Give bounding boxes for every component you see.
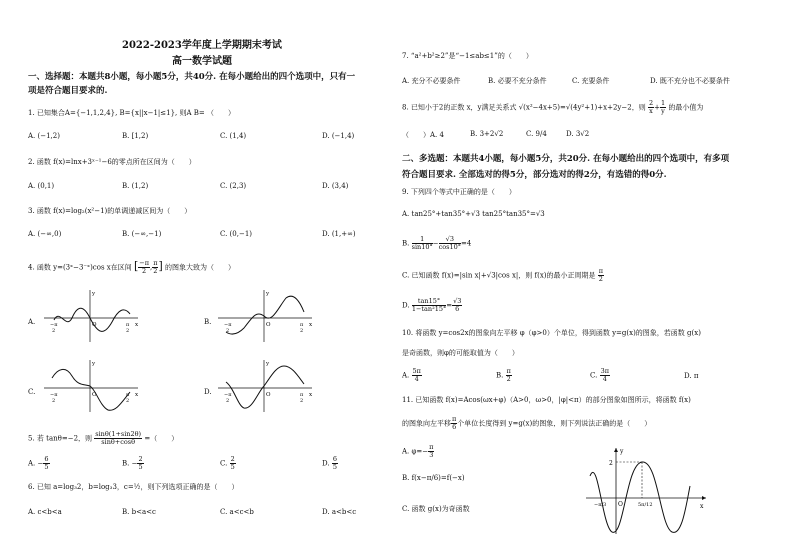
q4-graph-d xyxy=(214,358,314,414)
q11-x-label: x xyxy=(700,503,704,510)
q4-option-d[interactable]: D. xyxy=(204,388,212,396)
q8-stem-b: 的最小值为 xyxy=(668,103,704,112)
q10-a-letter: A. xyxy=(402,371,410,380)
q11-option-c[interactable]: C. 函数 g(x)为奇函数 xyxy=(402,505,470,513)
section-single-heading-2: 项是符合题目要求的. xyxy=(28,86,108,96)
q11-a-text: A. φ=− xyxy=(402,447,429,456)
q5-option-c[interactable] xyxy=(220,456,236,471)
q5-option-b[interactable] xyxy=(122,456,144,471)
q11-a-num: π xyxy=(429,443,434,451)
q10-d-text: π xyxy=(693,372,699,380)
q11-peak-label: 2 xyxy=(609,460,613,467)
q10-option-c[interactable] xyxy=(590,368,610,383)
q4-tick-neg: −π xyxy=(224,322,232,328)
q8-stem-a: 8. 已知小于2的正数 x，y满足关系式 √(x²−4x+5)=√(4y²+1)+x+2y−2，则 xyxy=(402,103,646,112)
q8-option-b[interactable]: B. 3+2√2 xyxy=(470,130,504,138)
exam-title: 2022-2023学年度上学期期末考试 xyxy=(122,40,282,51)
q4-stem-a: 4. 函数 y=(3ˣ−3⁻ˣ)cos x在区间 xyxy=(28,263,132,272)
q10-d-letter: D. xyxy=(684,372,692,380)
q3-option-c[interactable]: C. (0,−1) xyxy=(220,230,253,238)
q9-b-letter: B. xyxy=(402,239,410,248)
q10-a-den: 4 xyxy=(414,375,419,383)
q4-interval-den-2: 2 xyxy=(153,267,158,275)
q2-option-a[interactable]: A. (0,1) xyxy=(28,182,55,190)
q4-graph-c xyxy=(40,358,140,414)
q10-b-num: π xyxy=(506,367,511,375)
q10-option-b[interactable] xyxy=(496,368,512,383)
q6-option-b[interactable]: B. b<a<c xyxy=(122,508,156,516)
q9-option-d[interactable]: D. $\frac{\tan 15^\circ}{\text{1−tan²15°}}$ = $\frac{√3}{6}$ xyxy=(402,297,462,313)
q1-option-c[interactable]: C. (1,4) xyxy=(220,132,247,140)
q2-option-c[interactable]: C. (2,3) xyxy=(220,182,247,190)
q3-stem: 3. 函数 f(x)=log₂(x²−1)的单调递减区间为（ ） xyxy=(28,207,192,215)
q9-d-n1: tan15° xyxy=(412,298,446,306)
q9-b-d2: cos10° xyxy=(438,243,462,251)
q9-c-text: C. 已知函数 f(x)=|sin x|+√3|cos x|，则 f(x)的最小正周期是 xyxy=(402,271,596,280)
q7-option-b[interactable]: B. 必要不充分条件 xyxy=(488,77,547,85)
q8-stem: 8. 已知小于2的正数 x，y满足关系式 √(x²−4x+5)=√(4y²+1)+x+2y−2，则 $\frac{2}{x}$ + $\frac{1}{y}$ 的最小值为 xyxy=(402,99,704,115)
q10-c-den: 4 xyxy=(602,375,607,383)
q8-f2-num: 1 xyxy=(660,99,666,107)
q4-origin-label: O xyxy=(266,322,271,328)
q10-option-a[interactable] xyxy=(402,368,422,383)
q9-d-n2: √3 xyxy=(453,297,462,305)
q4-interval-left: −π xyxy=(139,259,149,267)
q4-interval-den-1: 2 xyxy=(142,267,147,275)
q4-curve xyxy=(52,369,130,410)
q9-d-letter: D. xyxy=(402,301,410,310)
q9-d-d1: 1−tan²15° xyxy=(411,305,447,313)
q11-shift-num: π xyxy=(452,415,457,423)
q5-den: sinθ+cosθ xyxy=(101,438,136,446)
q9-d-d2: 6 xyxy=(455,305,460,313)
q5-c-letter: C. xyxy=(220,459,228,468)
q8-option-c[interactable]: C. 9/4 xyxy=(526,130,547,138)
q11-stem-1: 11. 已知函数 f(x)=Acos(ωx+φ)（A>0，ω>0，|φ|<π）的部分图象如图所示，将函数 f(x) xyxy=(402,396,691,404)
q6-stem: 6. 已知 a=log₃2，b=log₃3，c=½，则下列选项正确的是（ ） xyxy=(28,483,239,491)
q10-stem-2: 是奇函数，则φ的可能取值为（ ） xyxy=(402,349,519,357)
q7-option-d[interactable]: D. 既不充分也不必要条件 xyxy=(650,77,730,85)
q10-b-den: 2 xyxy=(506,375,511,383)
q10-b-letter: B. xyxy=(496,371,504,380)
q4-tick-neg: −π xyxy=(50,392,58,398)
q9-option-b[interactable]: B. $\frac{1}{\sin 10^\circ}$ − $\frac{√3}{\cos 10^\circ}$ =4 xyxy=(402,235,472,251)
q9-b-rest: =4 xyxy=(461,239,472,248)
q2-stem: 2. 函数 f(x)=lnx+3ˣ⁻¹−6的零点所在区间为（ ） xyxy=(28,158,196,166)
section-multi-heading-2: 符合题目要求. 全部选对的得5分，部分选对的得2分，有选错的得0分. xyxy=(402,170,667,180)
q9-b-d1: sin10° xyxy=(411,243,433,251)
q4-graph-a xyxy=(40,288,140,344)
q9-stem: 9. 下列四个等式中正确的是（ ） xyxy=(402,188,516,196)
q4-y-label: y xyxy=(92,291,96,297)
q4-option-c[interactable]: C. xyxy=(28,388,36,396)
q11-y-label: y xyxy=(620,448,624,455)
q4-stem: 4. 函数 y=(3ˣ−3⁻ˣ)cos x在区间 [ $\frac{-\pi}{2}$ , $\frac{\pi}{2}$ ] 的图象大致为（ ） xyxy=(28,259,236,275)
q11-stem-2a: 的图象向左平移 xyxy=(402,419,451,428)
q1-option-b[interactable]: B. [1,2) xyxy=(122,132,149,140)
q4-tick-neg-den: 2 xyxy=(226,398,230,404)
q4-tick-pos-den: 2 xyxy=(300,398,304,404)
q4-tick-pos: π xyxy=(126,322,130,328)
q7-option-a[interactable]: A. 充分不必要条件 xyxy=(402,77,461,85)
q5-option-a[interactable] xyxy=(28,456,50,471)
q4-tick-pos: π xyxy=(300,392,304,398)
section-single-heading-1: 一、选择题：本题共8小题，每小题5分，共40分. 在每小题给出的四个选项中，只有一 xyxy=(28,72,356,82)
q1-option-a[interactable]: A. (−1,2) xyxy=(28,132,60,140)
q9-option-c[interactable] xyxy=(402,268,604,283)
q4-tick-neg: −π xyxy=(224,392,232,398)
q4-tick-pos-den: 2 xyxy=(126,328,130,334)
q4-y-label: y xyxy=(266,291,270,297)
q4-tick-pos: π xyxy=(300,322,304,328)
q6-option-c[interactable]: C. a<c<b xyxy=(220,508,254,516)
q4-tick-pos: π xyxy=(126,392,130,398)
q4-origin-label: O xyxy=(92,392,97,398)
q4-x-label: x xyxy=(309,392,313,398)
q5-a-num: 6 xyxy=(44,455,49,463)
q8-option-d[interactable]: D. 3√2 xyxy=(566,130,590,138)
q9-c-den: 2 xyxy=(598,275,603,283)
q4-origin-label: O xyxy=(266,392,271,398)
q5-stem-a: 5. 若 tanθ=−2，则 xyxy=(28,434,93,443)
q4-x-label: x xyxy=(135,392,139,398)
q8-f2-den: y xyxy=(661,107,665,115)
section-multi-heading-1: 二、多选题：本题共4小题，每小题5分，共20分. 在每小题给出的四个选项中，有多项 xyxy=(402,154,730,164)
q11-stem-2 xyxy=(402,416,651,431)
q4-option-a[interactable]: A. xyxy=(28,318,36,326)
q8-f1-den: x xyxy=(649,107,653,115)
q5-a-sign: − xyxy=(37,459,44,468)
q11-x-arrow xyxy=(702,496,706,500)
q3-option-d[interactable]: D. (1,+∞) xyxy=(322,230,356,238)
q4-x-label: x xyxy=(135,322,139,328)
q11-tick-left: −π/3 xyxy=(594,502,607,508)
q11-shift-den: 6 xyxy=(452,423,457,431)
q11-y-arrow xyxy=(614,448,618,452)
q4-interval-right: π xyxy=(153,259,158,267)
q3-option-a[interactable]: A. (−∞,0) xyxy=(28,230,62,238)
q11-option-a[interactable] xyxy=(402,444,434,459)
q9-b-n2: √3 xyxy=(439,236,461,244)
q5-b-den: 5 xyxy=(138,463,143,471)
q5-b-letter: B. xyxy=(122,459,130,468)
q5-b-sign: − xyxy=(131,459,138,468)
q9-b-n1: 1 xyxy=(412,236,433,244)
q4-x-label: x xyxy=(309,322,313,328)
q5-d-num: 6 xyxy=(332,455,337,463)
q10-c-num: 3π xyxy=(600,367,609,375)
q9-c-num: π xyxy=(598,267,604,275)
q6-option-d[interactable]: D. a<b<c xyxy=(322,508,357,516)
q4-origin-label: O xyxy=(92,322,97,328)
q1-option-d[interactable]: D. (−1,4) xyxy=(322,132,355,140)
q2-option-b[interactable]: B. (1,2) xyxy=(122,182,149,190)
q4-stem-b: 的图象大致为（ ） xyxy=(165,263,236,272)
q5-c-den: 5 xyxy=(230,463,235,471)
q3-option-b[interactable]: B. (−∞,−1) xyxy=(122,230,162,238)
q5-a-letter: A. xyxy=(28,459,36,468)
q11-option-b[interactable]: B. f(x−π/6)=f(−x) xyxy=(402,474,465,482)
q7-stem: 7. “a²+b²≥2”是“−1≤ab≤1”的（ ） xyxy=(402,52,533,60)
q4-tick-neg-den: 2 xyxy=(226,328,230,334)
q11-tick-right: 5π/12 xyxy=(638,502,653,508)
q11-curve xyxy=(590,462,690,532)
q5-stem-b: =（ ） xyxy=(144,434,179,443)
q4-tick-neg-den: 2 xyxy=(52,398,56,404)
q4-graph-b xyxy=(214,288,314,344)
q11-stem-2b: 个单位长度得到 y=g(x)的图象，则下列说法正确的是（ ） xyxy=(457,419,652,428)
q4-y-label: y xyxy=(92,361,96,367)
q5-option-d[interactable] xyxy=(322,456,338,471)
q7-option-c[interactable]: C. 充要条件 xyxy=(572,77,610,85)
q4-tick-neg: −π xyxy=(50,322,58,328)
q8-option-a[interactable]: （ ）A. 4 xyxy=(402,131,444,139)
q2-option-d[interactable]: D. (3,4) xyxy=(322,182,349,190)
q11-graph xyxy=(586,446,708,536)
q4-option-b[interactable]: B. xyxy=(204,318,212,326)
q4-tick-neg-den: 2 xyxy=(52,328,56,334)
q4-tick-pos-den: 2 xyxy=(126,398,130,404)
q4-tick-pos-den: 2 xyxy=(300,328,304,334)
q11-a-den: 3 xyxy=(429,451,434,459)
q9-option-a[interactable]: A. tan25°+tan35°+√3 tan25°tan35°=√3 xyxy=(402,210,545,218)
q5-num: sinθ(1+sin2θ) xyxy=(95,430,142,438)
q6-option-a[interactable]: A. c<b<a xyxy=(28,508,62,516)
exam-subtitle: 高一数学试题 xyxy=(172,56,232,67)
q5-stem xyxy=(28,431,178,446)
q4-y-label: y xyxy=(266,361,270,367)
q10-a-num: 5π xyxy=(412,367,421,375)
q4-curve xyxy=(226,366,304,408)
q5-b-num: 2 xyxy=(138,455,143,463)
q5-d-letter: D. xyxy=(322,459,330,468)
q5-c-num: 2 xyxy=(230,455,235,463)
q10-c-letter: C. xyxy=(590,371,598,380)
q11-origin-label: O xyxy=(618,501,623,508)
q5-a-den: 5 xyxy=(44,463,49,471)
q8-f1-num: 2 xyxy=(648,99,654,107)
q4-curve xyxy=(226,296,304,334)
q1-stem: 1. 已知集合A={−1,1,2,4}, B={x||x−1|≤1}, 则A B= （ ） xyxy=(28,109,236,117)
q10-stem-1: 10. 将函数 y=cos2x的图象向左平移 φ（φ>0）个单位，得到函数 y=g(x)的图象，若函数 g(x) xyxy=(402,329,701,337)
q10-option-d[interactable] xyxy=(684,372,698,380)
q5-d-den: 5 xyxy=(332,463,337,471)
